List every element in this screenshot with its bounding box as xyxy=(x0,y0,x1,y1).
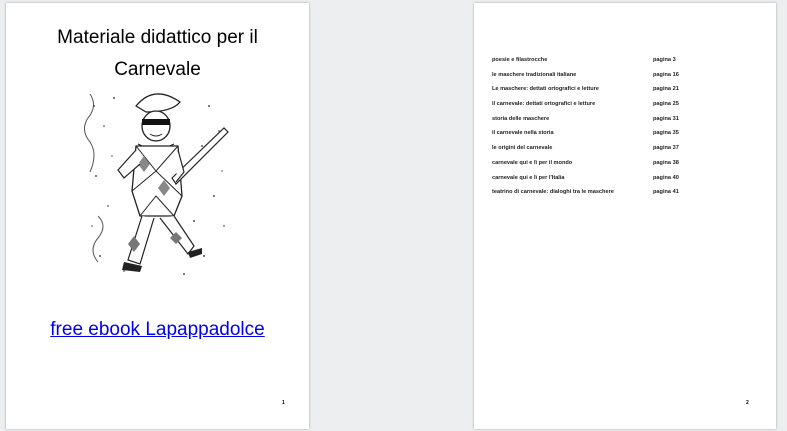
toc-entry-page: pagina 40 xyxy=(653,174,679,181)
toc-entry-title: Le maschere: dettati ortografici e letture xyxy=(492,86,599,93)
document-page-1 xyxy=(6,3,309,429)
toc-row xyxy=(492,158,762,173)
toc-entry-title: carnevale qui e lì per l'Italia xyxy=(492,174,565,181)
title-line-2: Carnevale xyxy=(114,59,201,80)
toc-entry-page: pagina 37 xyxy=(653,145,679,152)
toc-row xyxy=(492,128,762,143)
toc-row xyxy=(492,143,762,158)
page-number: 1 xyxy=(282,400,285,406)
toc-row xyxy=(492,187,762,202)
toc-entry-title: le maschere tradizionali italiane xyxy=(492,71,577,78)
toc-entry-title: carnevale qui e lì per il mondo xyxy=(492,159,573,166)
harlequin-illustration xyxy=(84,86,230,282)
toc-row xyxy=(492,114,762,129)
toc-entry-title: storia delle maschere xyxy=(492,115,550,122)
toc-entry-page: pagina 25 xyxy=(653,101,679,108)
toc-entry-page: pagina 3 xyxy=(653,57,676,63)
page-number: 2 xyxy=(746,400,749,406)
toc-entry-page: pagina 35 xyxy=(653,130,679,137)
toc-entry-page: pagina 16 xyxy=(653,71,679,78)
toc-entry-page: pagina 31 xyxy=(653,115,679,122)
toc-row xyxy=(492,99,762,114)
toc-row xyxy=(492,70,762,85)
toc-entry-title: poesie e filastrocche xyxy=(492,57,548,63)
document-page-2 xyxy=(474,3,776,429)
toc-entry-page: pagina 41 xyxy=(653,189,679,196)
toc-entry-page: pagina 38 xyxy=(653,159,679,166)
ebook-link[interactable]: free ebook Lapappadolce xyxy=(50,319,265,340)
toc-entry-title: il carnevale nella storia xyxy=(492,130,554,137)
toc-row xyxy=(492,173,762,188)
title-line-1: Materiale didattico per il xyxy=(57,27,258,48)
table-of-contents xyxy=(492,55,762,202)
toc-entry-title: teatrino di carnevale: dialoghi tra le maschere xyxy=(492,189,614,196)
toc-entry-title: le origini del carnevale xyxy=(492,145,553,152)
toc-entry-title: il carnevale: dettati ortografici e letture xyxy=(492,101,596,108)
toc-entry-page: pagina 21 xyxy=(653,86,679,93)
toc-row xyxy=(492,84,762,99)
toc-row xyxy=(492,55,762,70)
